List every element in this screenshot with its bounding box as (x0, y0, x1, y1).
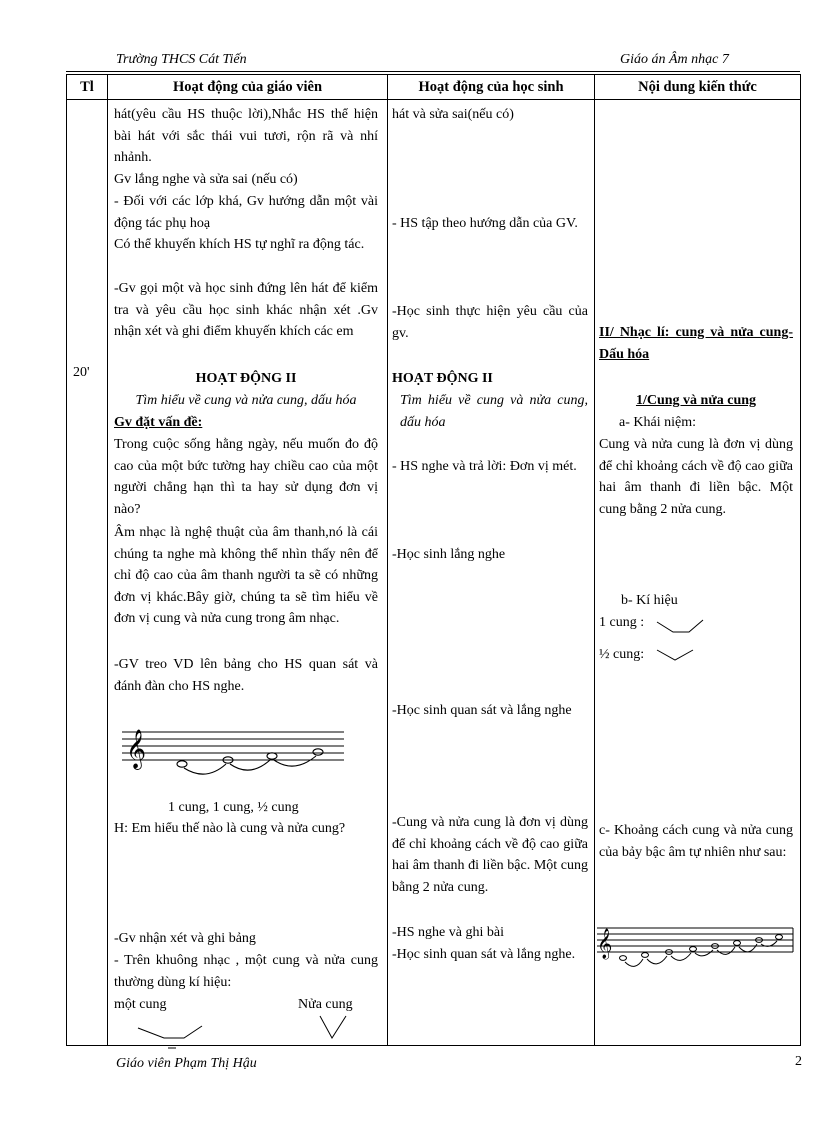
content-half-tone-icon (657, 646, 697, 666)
course-title: Giáo án Âm nhạc 7 (620, 52, 729, 67)
content-half-tone-label: ½ cung: (599, 647, 645, 662)
teacher-question: H: Em hiểu thế nào là cung và nửa cung? (114, 821, 346, 836)
page-number: 2 (795, 1054, 802, 1069)
footer-teacher: Giáo viên Phạm Thị Hậu (116, 1056, 257, 1071)
teacher-text-5: -Gv gọi một và học sinh đứng lên hát để kiểm tra và yêu cầu học sinh khác nhận xét .Gv nhận xét và ghi điểm khuyến khích các em (114, 281, 378, 339)
staff-caption: 1 cung, 1 cung, ½ cung (168, 800, 299, 815)
content-one-tone-icon (657, 616, 707, 638)
staff2-lines (597, 928, 793, 952)
teacher-cell (108, 100, 388, 1046)
teacher-text-6: Trong cuộc sống hằng ngày, nếu muốn đo độ cao của một bức tường hay chiều cao của một người chẳng hạn thì ta hay sử dụng đơn vị nào? (114, 437, 378, 517)
time-value: 20' (73, 365, 90, 380)
time-cell (67, 100, 108, 1046)
content-subtitle: 1/Cung và nửa cung (635, 393, 757, 408)
teacher-text-8: -GV treo VD lên bảng cho HS quan sát và đánh đàn cho HS nghe. (114, 657, 378, 694)
treble-clef-icon: 𝄞 (126, 729, 147, 769)
symbol-half-tone-label: Nửa cung (298, 997, 353, 1012)
student-text-1: hát và sửa sai(nếu có) (392, 107, 514, 122)
teacher-activity-subtitle: Tìm hiểu về cung và nửa cung, dấu hóa (135, 393, 357, 408)
student-activity-subtitle: Tìm hiểu về cung và nửa cung, dấu hóa (400, 393, 588, 430)
teacher-text-1: hát(yêu cầu HS thuộc lời),Nhắc HS thể hiện bài hát với sắc thái vui tươi, rộn rã và nhí nhảnh. (114, 107, 378, 165)
student-text-2: - HS tập theo hướng dẫn của GV. (392, 216, 578, 231)
symbol-one-tone-label: một cung (114, 997, 167, 1012)
staff2-notes (620, 935, 783, 967)
table-body-row (67, 100, 801, 1046)
content-section-title: II/ Nhạc lí: cung và nửa cung- Dấu hóa (599, 325, 793, 362)
col-header-time: Tl (67, 75, 108, 100)
treble-clef-icon-2: 𝄞 (597, 929, 613, 959)
teacher-text-2: Gv lắng nghe và sửa sai (nếu có) (114, 172, 298, 187)
student-text-9: -Học sinh quan sát và lắng nghe. (392, 947, 576, 962)
lesson-table (66, 74, 801, 1046)
content-cell (595, 100, 801, 1046)
content-c-text: c- Khoảng cách cung và nửa cung của bảy bậc âm tự nhiên như sau: (599, 823, 793, 860)
student-text-8: -HS nghe và ghi bài (392, 925, 504, 940)
teacher-text-10: - Trên khuông nhạc , một cung và nửa cung thường dùng kí hiệu: (114, 953, 378, 990)
student-text-3: -Học sinh thực hiện yêu cầu của gv. (392, 304, 588, 341)
student-text-5: -Học sinh lắng nghe (392, 547, 506, 562)
table-header-row (67, 75, 801, 100)
col-header-content: Nội dung kiến thức (595, 75, 801, 100)
teacher-text-7: Âm nhạc là nghệ thuật của âm thanh,nó là cái chúng ta nghe mà không thể nhìn thấy nên để chỉ độ cao của âm thanh người ta sẽ có những đơn vị khác.Bây giờ, chúng ta sẽ tìm hiểu về đơn vị cung và nửa cung trong âm nhạc. (114, 525, 378, 626)
teacher-problem-heading: Gv đặt vấn đề: (114, 415, 203, 430)
staff-lines (122, 732, 344, 760)
student-text-4: - HS nghe và trả lời: Đơn vị mét. (392, 459, 577, 474)
teacher-text-9: -Gv nhận xét và ghi bảng (114, 931, 256, 946)
header-rule (66, 71, 800, 72)
school-name: Trường THCS Cát Tiến (116, 52, 247, 67)
one-tone-symbol-icon (138, 1018, 208, 1058)
content-b-label: b- Kí hiệu (621, 593, 678, 608)
half-tone-symbol-icon (318, 1014, 354, 1044)
teacher-text-4: Có thể khuyến khích HS tự nghĩ ra động tác. (114, 237, 365, 252)
staff-example-1 (122, 720, 352, 790)
student-cell (388, 100, 595, 1046)
student-text-6: -Học sinh quan sát và lắng nghe (392, 703, 572, 718)
col-header-teacher: Hoạt động của giáo viên (108, 75, 388, 100)
content-a-text: Cung và nửa cung là đơn vị dùng để chỉ khoảng cách về độ cao giữa hai âm thanh đi liền bậc. Một cung bằng 2 nửa cung. (599, 437, 793, 517)
teacher-text-3: - Đối với các lớp khá, Gv hướng dẫn một vài động tác phụ hoạ (114, 194, 378, 231)
staff-example-2 (597, 920, 797, 980)
col-header-student: Hoạt động của học sinh (388, 75, 595, 100)
content-one-tone-label: 1 cung : (599, 615, 645, 630)
student-text-7: -Cung và nửa cung là đơn vị dùng để chỉ khoảng cách về độ cao giữa hai âm thanh đi liền bậc. Một cung bằng 2 nửa cung. (392, 815, 588, 895)
teacher-activity-title: HOẠT ĐỘNG II (195, 371, 297, 386)
content-a-label: a- Khái niệm: (619, 415, 696, 430)
student-activity-title: HOẠT ĐỘNG II (392, 371, 493, 386)
